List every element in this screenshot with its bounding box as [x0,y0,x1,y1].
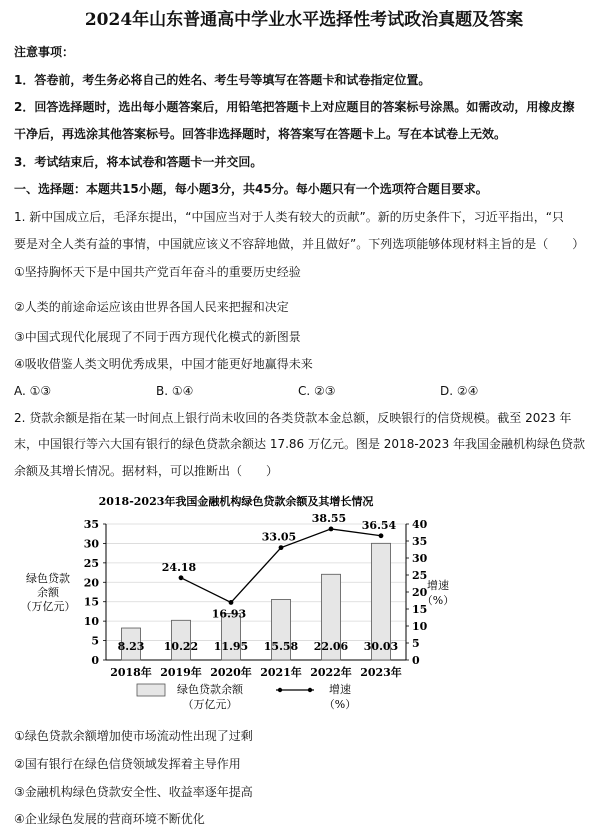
bar-value-label: 8.23 [117,640,145,653]
y-right-tick-label: 30 [412,552,428,565]
y-right-tick-label: 40 [412,518,428,531]
notice-item-2-cont: 干净后，再选涂其他答案标号。回答非选择题时，将答案写在答题卡上。写在本试卷上无效。 [14,127,507,141]
bar-value-label: 10.22 [163,640,199,653]
legend-line-marker-left [278,688,282,692]
growth-value-label: 36.54 [361,518,397,532]
y-right-label-2: （%） [421,594,454,607]
y-right-tick-label: 35 [412,535,428,548]
y-right-tick-label: 0 [412,654,420,667]
bar [222,614,241,660]
y-left-tick-label: 0 [91,654,99,667]
x-tick-label: 2022年 [310,666,352,679]
y-left-tick-label: 10 [83,615,99,629]
q1-item-2: ②人类的前途命运应该由世界各国人民来把握和决定 [14,300,289,314]
bar-value-label: 30.03 [363,640,399,653]
y-left-label-2: 余额 [37,586,59,599]
growth-value-label: 24.18 [161,560,197,574]
q1-stem-line-1: 1. 新中国成立后，毛泽东提出，“中国应当对于人类有较大的贡献”。新的历史条件下，习近平指出，“只 [14,210,564,224]
growth-point [379,533,384,538]
q1-item-4: ④吸收借鉴人类文明优秀成果，中国才能更好地赢得未来 [14,357,313,371]
q1-item-1: ①坚持胸怀天下是中国共产党百年奋斗的重要历史经验 [14,265,301,279]
legend-line-marker-right [308,688,312,692]
chart-svg [14,488,454,718]
notice-item-1: 1．答卷前，考生务必将自己的姓名、考生号等填写在答题卡和试卷指定位置。 [14,73,431,87]
y-right-tick-label: 20 [412,586,428,599]
y-left-label-1: 绿色贷款 [26,572,70,585]
growth-point [229,600,234,605]
y-left-tick-label: 15 [83,595,99,609]
q2-item-1: ①绿色贷款余额增加使市场流动性出现了过剩 [14,729,253,743]
plot-area [84,512,428,679]
q1-option-c: C. ②③ [298,384,336,398]
legend-bar-label-2: （万亿元） [182,698,238,711]
q1-stem-line-2: 要是对全人类有益的事情，中国就应该义不容辞地做，并且做好”。下列选项能够体现材料主旨的是（ ） [14,237,585,251]
q1-item-3: ③中国式现代化展现了不同于西方现代化模式的新图景 [14,330,301,344]
q1-option-b: B. ①④ [156,384,194,398]
section-heading: 一、选择题：本题共15小题，每小题3分，共45分。每小题只有一个选项符合题目要求。 [14,182,488,196]
y-left-tick-label: 35 [83,518,99,531]
y-right-label-1: 增速 [427,579,449,592]
legend-line-label-1: 增速 [329,683,351,696]
chart-title: 2018-2023年我国金融机构绿色贷款余额及其增长情况 [98,495,374,508]
q2-item-4: ④企业绿色发展的营商环境不断优化 [14,812,205,826]
q2-item-3: ③金融机构绿色贷款安全性、收益率逐年提高 [14,785,253,799]
q2-stem-line-1: 2. 贷款余额是指在某一时间点上银行尚未收回的各类贷款本金总额，反映银行的信贷规模。截至 2023 年 [14,411,572,425]
notice-item-3: 3．考试结束后，将本试卷和答题卡一并交回。 [14,155,263,169]
q2-item-2: ②国有银行在绿色信贷领域发挥着主导作用 [14,757,241,771]
y-right-tick-label: 25 [412,569,428,582]
q2-stem-line-2: 末，中国银行等六大国有银行的绿色贷款余额达 17.86 万亿元。图是 2018-2023 年我国金融机构绿色贷款 [14,437,586,451]
y-right-tick-label: 5 [412,637,420,650]
growth-value-label: 16.93 [211,607,247,621]
x-tick-label: 2019年 [160,666,202,679]
x-tick-label: 2023年 [360,666,402,679]
legend-line-label-2: （%） [323,698,357,711]
q1-option-a: A. ①③ [14,384,52,398]
notice-item-2: 2．回答选择题时，选出每小题答案后，用铅笔把答题卡上对应题目的答案标号涂黑。如需改动，用橡皮擦 [14,100,575,114]
q1-option-d: D. ②④ [440,384,479,398]
growth-value-label: 33.05 [261,530,297,544]
y-left-label-3: （万亿元） [20,600,76,613]
x-tick-label: 2018年 [110,666,152,679]
y-left-tick-label: 25 [83,556,99,570]
growth-value-label: 38.55 [311,511,347,525]
growth-point [179,575,184,580]
y-left-tick-label: 30 [83,537,99,551]
y-right-tick-label: 10 [412,620,428,633]
growth-point [279,545,284,550]
x-tick-label: 2020年 [210,666,252,679]
legend-bar-label-1: 绿色贷款余额 [177,683,243,696]
legend-bar-swatch [137,684,165,696]
page-title: 2024年山东普通高中学业水平选择性考试政治真题及答案 [84,10,524,30]
green-loan-chart [14,488,454,718]
x-tick-label: 2021年 [260,666,302,679]
y-left-tick-label: 5 [91,634,99,648]
bar-value-label: 15.58 [263,640,299,653]
bar-value-label: 11.95 [213,640,249,653]
y-left-tick-label: 20 [83,576,99,590]
bar-value-label: 22.06 [313,640,349,653]
notice-heading: 注意事项： [14,45,75,59]
y-right-tick-label: 15 [412,603,428,616]
growth-point [329,527,334,532]
q2-stem-line-3: 余额及其增长情况。据材料，可以推断出（ ） [14,464,279,478]
